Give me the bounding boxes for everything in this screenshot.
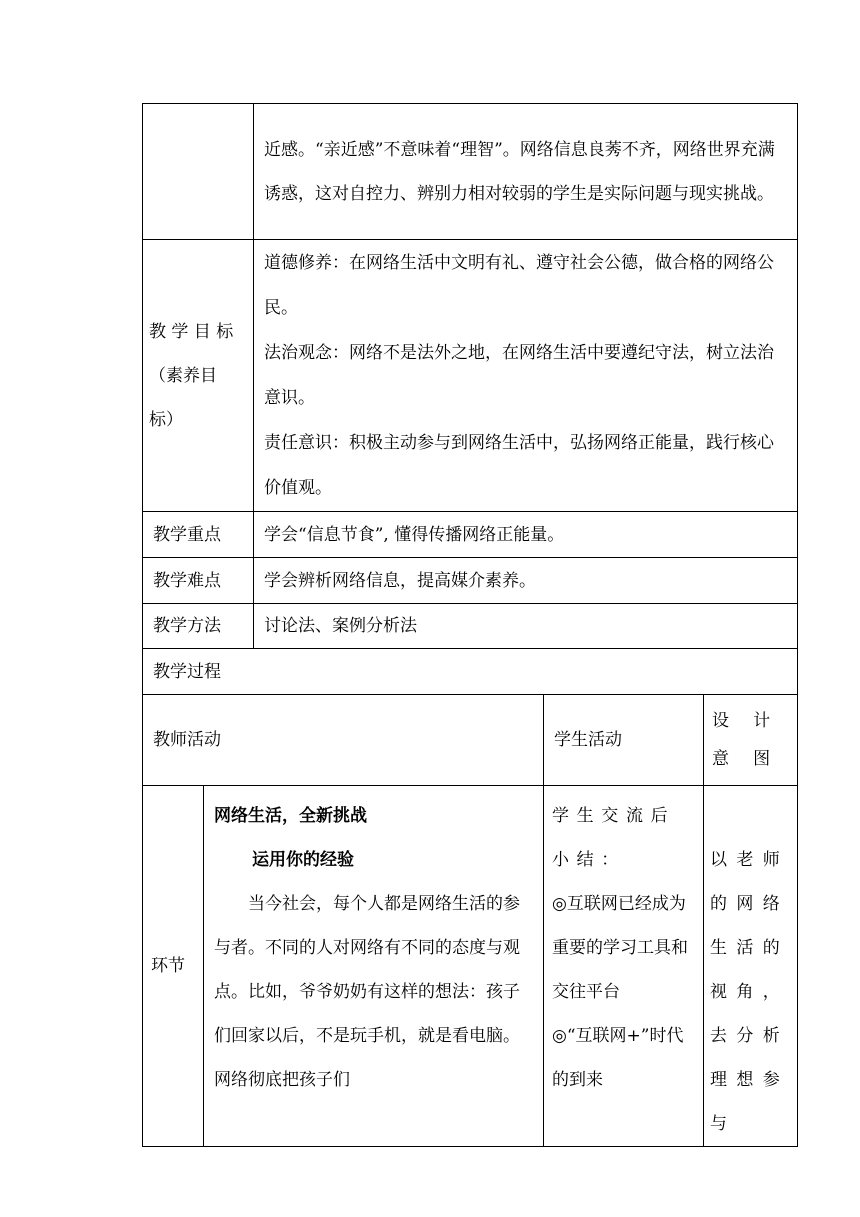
difficulty-value: 学会辨析网络信息，提高媒介素养。 <box>264 570 536 591</box>
teacher-activity <box>204 786 543 1102</box>
goal-responsibility: 责任意识：积极主动参与到网络生活中，弘扬网络正能量，践行核心价值观。 <box>264 432 774 498</box>
process-header-row <box>143 695 798 786</box>
student-activity-header: 学生活动 <box>554 730 622 750</box>
goals-label-cell <box>143 240 254 512</box>
goals-text-cell <box>254 240 798 512</box>
difficulty-value-cell <box>254 558 798 604</box>
key-point-value: 学会“信息节食”, 懂得传播网络正能量。 <box>264 524 565 545</box>
design-intent: 以老师的网络生活的视角，去分析理想参与 <box>710 850 790 1134</box>
design-intent-header: 设 计 意 图 <box>712 711 780 769</box>
method-row <box>143 604 798 649</box>
process-label-cell <box>143 649 798 695</box>
key-point-label: 教学重点 <box>153 524 221 545</box>
process-label: 教学过程 <box>153 661 221 682</box>
student-point-1: ◎互联网已经成为重要的学习工具和交往平台 <box>552 894 688 1002</box>
student-activity <box>544 786 703 1102</box>
continued-text: 近感。“亲近感”不意味着“理智”。网络信息良莠不齐，网络世界充满诱惑，这对自控力、辨别力相对较弱的学生是实际问题与现实挑战。 <box>264 139 775 204</box>
difficulty-label: 教学难点 <box>153 570 221 591</box>
goals-label-line1: 教 学 目 标 <box>149 321 234 342</box>
student-activity-header-cell <box>544 695 704 786</box>
continued-label-cell <box>143 104 254 240</box>
lesson-plan-table <box>142 103 798 1147</box>
key-point-value-cell <box>254 512 798 558</box>
goals-row <box>143 240 798 512</box>
method-label-cell <box>143 604 254 649</box>
student-point-2: ◎“互联网+”时代的到来 <box>552 1026 684 1090</box>
stage-label: 环节 <box>151 956 185 976</box>
key-point-label-cell <box>143 512 254 558</box>
goals-label-line3: 标） <box>149 409 183 430</box>
method-label: 教学方法 <box>153 616 221 636</box>
student-intro: 学生交流后小结： <box>552 806 676 870</box>
process-row <box>143 649 798 695</box>
student-activity-cell <box>544 786 704 1147</box>
teacher-activity-header: 教师活动 <box>153 730 221 750</box>
stage-body: 当今社会，每个人都是网络生活的参与者。不同的人对网络有不同的态度与观点。比如，爷爷奶奶有这样的想法：孩子们回家以后，不是玩手机，就是看电脑。网络彻底把孩子们 <box>214 894 520 1090</box>
stage-row <box>143 786 798 1147</box>
teacher-activity-cell <box>204 786 544 1147</box>
stage-label-cell <box>143 786 204 1147</box>
design-intent-cell <box>704 786 798 1147</box>
method-value: 讨论法、案例分析法 <box>264 616 417 636</box>
goal-law: 法治观念：网络不是法外之地，在网络生活中要遵纪守法，树立法治意识。 <box>264 342 774 408</box>
difficulty-label-cell <box>143 558 254 604</box>
continued-row <box>143 104 798 240</box>
method-value-cell <box>254 604 798 649</box>
goals-label <box>143 310 253 442</box>
design-intent-header-cell <box>704 695 798 786</box>
goal-moral: 道德修养：在网络生活中文明有礼、遵守社会公德，做合格的网络公民。 <box>264 252 774 318</box>
stage-heading: 网络生活，全新挑战 <box>214 806 367 826</box>
difficulty-row <box>143 558 798 604</box>
stage-subheading: 运用你的经验 <box>252 850 354 870</box>
goals-text <box>254 241 797 511</box>
key-point-row <box>143 512 798 558</box>
goals-label-line2: （素养目 <box>149 365 217 386</box>
continued-text-cell <box>254 104 798 240</box>
teacher-activity-header-cell <box>143 695 544 786</box>
